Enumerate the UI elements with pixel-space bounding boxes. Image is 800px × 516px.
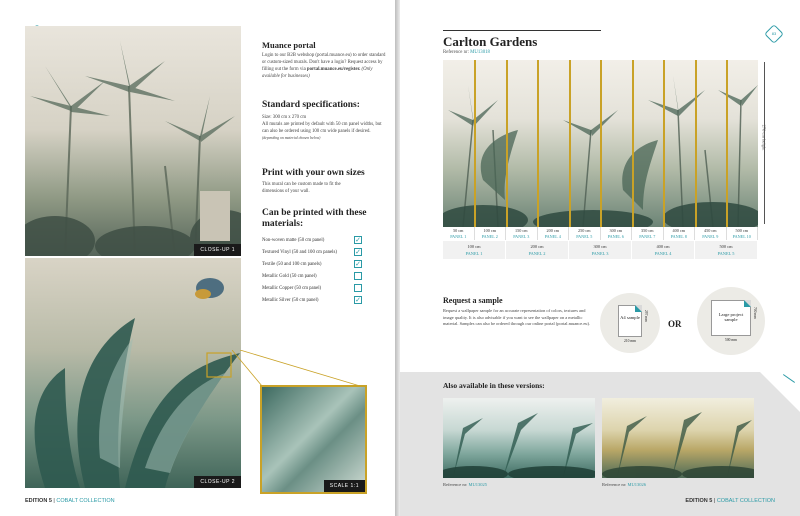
mural-title: Carlton Gardens xyxy=(443,34,538,49)
own-size-title: Print with your own sizes xyxy=(262,168,365,178)
large-sample-sheet: Large project sample xyxy=(711,300,751,336)
panel-divider xyxy=(474,60,476,227)
jungle-illustration-1 xyxy=(25,26,241,256)
sample-title: Request a sample xyxy=(443,296,503,305)
zoom-connector-lines xyxy=(232,350,362,390)
height-label: 270 cm height xyxy=(761,124,767,151)
right-footer: EDITION 5 | COBALT COLLECTION xyxy=(685,498,775,504)
specs-title: Standard specifications: xyxy=(262,100,360,110)
panel-cell: 350 cm PANEL 7 xyxy=(632,227,664,240)
scale-tag: SCALE 1:1 xyxy=(324,480,365,492)
right-page xyxy=(400,0,800,516)
material-checkbox[interactable]: ✓ xyxy=(355,260,361,268)
panel-cell: 450 cm PANEL 9 xyxy=(695,227,727,240)
panel-cell: 50 cm PANEL 1 xyxy=(443,227,475,240)
title-rule xyxy=(443,30,601,31)
sheet-fold-icon xyxy=(635,305,642,312)
version-1-illustration xyxy=(443,398,595,478)
jungle-illustration-2 xyxy=(25,258,241,488)
material-checkbox[interactable] xyxy=(354,272,362,280)
panel-divider xyxy=(569,60,571,227)
version-2-ref: Reference nr: MU13026 xyxy=(602,482,646,487)
closeup-3-image xyxy=(260,385,367,494)
or-label: OR xyxy=(668,319,682,329)
version-image-1 xyxy=(443,398,595,478)
panel-cell: 100 cm PANEL 2 xyxy=(475,227,507,240)
panel-divider xyxy=(600,60,602,227)
panel-cell: 300 cm PANEL 6 xyxy=(601,227,633,240)
sheet-fold-icon xyxy=(744,300,751,307)
height-label-box xyxy=(759,65,769,225)
closeup-1-tag: CLOSE-UP 1 xyxy=(194,244,241,256)
version-2-illustration xyxy=(602,398,754,478)
specs-text xyxy=(262,114,387,142)
material-checkbox[interactable]: ✓ xyxy=(355,248,361,256)
sample-text: Request a wallpaper sample for an accurate representation of colors, textures and image quality. It is also advisable if you want to see the wallpaper on a metallic material. Samples can also be ordered through our online portal (portal.muance.eu). xyxy=(443,308,591,326)
portal-text: Login to our B2B webshop (portal.muance.eu) to order standard or custom-sized murals. Don't have a login? Request access by filling out the form via portal.muance.eu/register. (Only available for businesses) xyxy=(262,53,386,79)
material-row: Metallic Copper (50 cm panel) xyxy=(262,284,362,292)
panel-grid xyxy=(443,227,758,259)
material-checkbox[interactable]: ✓ xyxy=(355,296,361,304)
material-row: Metallic Gold (50 cm panel) xyxy=(262,272,362,280)
wide-panel-cell: 500 cm PANEL 5 xyxy=(695,241,758,259)
portal-link[interactable]: portal.muance.eu/register. xyxy=(306,67,361,72)
own-size-text: This mural can be custom made to fit the dimensions of your wall. xyxy=(262,182,341,194)
panel-divider xyxy=(537,60,539,227)
closeup-1-image xyxy=(25,26,241,256)
version-image-2 xyxy=(602,398,754,478)
wide-panel-cell: 100 cm PANEL 1 xyxy=(443,241,506,259)
panel-cell: 150 cm PANEL 3 xyxy=(506,227,538,240)
panel-cell: 200 cm PANEL 4 xyxy=(538,227,570,240)
panel-divider xyxy=(663,60,665,227)
specs-size: Size: 300 cm x 270 cm xyxy=(262,115,307,120)
panel-cell: 400 cm PANEL 8 xyxy=(664,227,696,240)
large-sample-circle xyxy=(697,287,765,355)
page-number: 83 xyxy=(771,31,777,36)
panel-divider xyxy=(506,60,508,227)
panel-divider xyxy=(695,60,697,227)
page-number-badge xyxy=(764,24,784,44)
material-row: Metallic Silver (50 cm panel) ✓ xyxy=(262,296,361,304)
left-page xyxy=(0,0,395,516)
a4-height: 297 mm xyxy=(644,310,648,322)
left-footer: EDITION 5 | COBALT COLLECTION xyxy=(25,498,115,504)
materials-title: Can be printed with these materials: xyxy=(262,208,367,229)
versions-title: Also available in these versions: xyxy=(443,381,545,390)
specs-note: (depending on material chosen below) xyxy=(262,136,321,140)
material-row: Textured Vinyl (50 and 100 cm panels) ✓ xyxy=(262,248,361,256)
a4-sample-circle xyxy=(600,293,660,353)
panel-divider xyxy=(632,60,634,227)
version-1-ref: Reference nr: MU13025 xyxy=(443,482,487,487)
closeup-2-tag: CLOSE-UP 2 xyxy=(194,476,241,488)
material-row: Non-woven matte (50 cm panel) ✓ xyxy=(262,236,361,244)
portal-note: (Only available for businesses) xyxy=(262,67,373,79)
closeup-2-image xyxy=(25,258,241,488)
large-height: 700 mm xyxy=(753,307,757,319)
wide-panel-cell: 400 cm PANEL 4 xyxy=(632,241,695,259)
mural-preview xyxy=(443,60,758,227)
portal-title: Muance portal xyxy=(262,40,316,50)
wide-panel-cell: 300 cm PANEL 3 xyxy=(569,241,632,259)
corner-cutout xyxy=(760,372,800,412)
mural-reference: Reference nr: MU13018 xyxy=(443,50,490,55)
specs-body: All murals are printed by default with 50 cm panel widths, but can also be ordered using 100 cm wide panels if desired. xyxy=(262,122,382,134)
large-width: 500 mm xyxy=(725,338,737,342)
panel-row-100cm xyxy=(443,241,758,259)
panel-row-50cm xyxy=(443,227,758,240)
material-checkbox[interactable] xyxy=(354,284,362,292)
material-checkbox[interactable]: ✓ xyxy=(355,236,361,244)
material-row: Textile (50 and 100 cm panels) ✓ xyxy=(262,260,361,268)
panel-divider xyxy=(726,60,728,227)
panel-cell: 250 cm PANEL 5 xyxy=(569,227,601,240)
a4-width: 210 mm xyxy=(624,339,636,343)
panel-cell: 500 cm PANEL 10 xyxy=(727,227,759,240)
a4-sample-sheet: A4 sample xyxy=(618,305,642,337)
wide-panel-cell: 200 cm PANEL 2 xyxy=(506,241,569,259)
